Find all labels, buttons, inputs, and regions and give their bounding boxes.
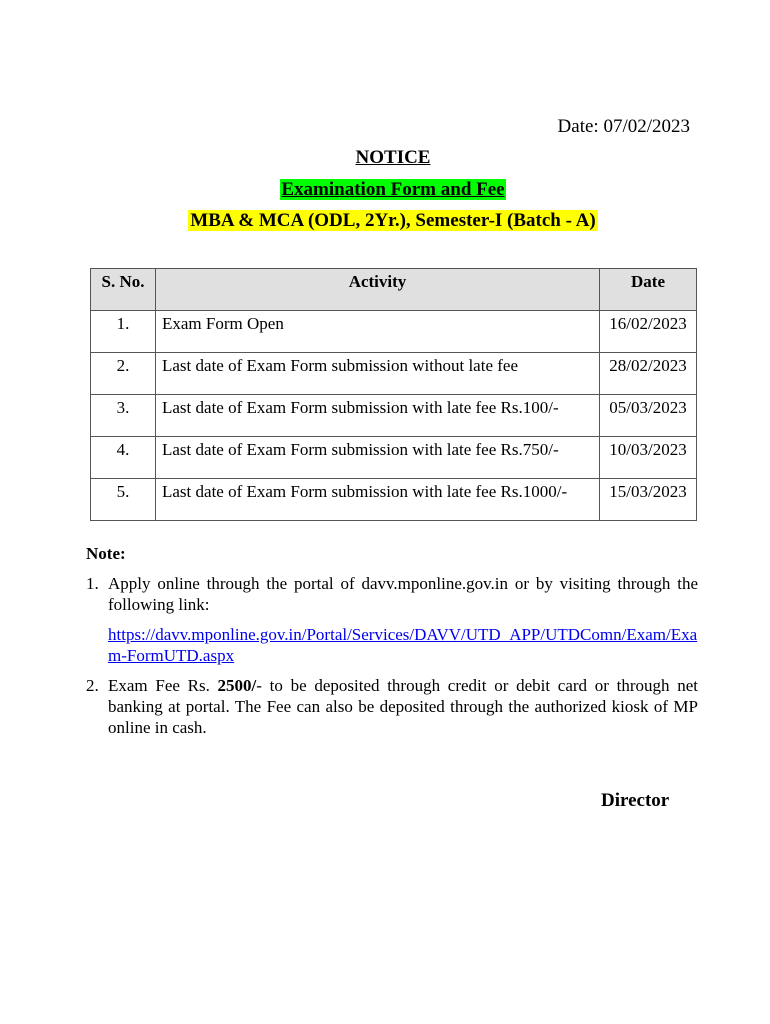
table-header-row [91,269,697,311]
note-number: 1. [86,574,99,593]
notice-subtitle: Examination Form and Fee [281,179,505,200]
note-item-apply-online [86,573,698,666]
signature-director: Director [601,790,670,811]
table-row [91,353,697,395]
table-row [91,311,697,353]
row-date: 05/03/2023 [600,395,697,437]
note-text-post: - to be deposited through credit or debit card or through net banking at portal. The Fee can also be deposited through the authorized kiosk of MP online in cash. [108,676,698,737]
row-activity: Exam Form Open [156,311,600,353]
header-sno: S. No. [91,269,156,311]
row-activity: Last date of Exam Form submission without late fee [156,353,600,395]
row-date: 10/03/2023 [600,437,697,479]
program-container [0,210,770,232]
row-activity: Last date of Exam Form submission with late fee Rs.100/- [156,395,600,437]
notice-date: Date: 07/02/2023 [557,116,690,137]
row-date: 28/02/2023 [600,353,697,395]
row-date: 15/03/2023 [600,479,697,521]
note-heading: Note: [86,544,126,563]
row-activity: Last date of Exam Form submission with late fee Rs.750/- [156,437,600,479]
row-sno: 4. [91,437,156,479]
header-activity: Activity [156,269,600,311]
note-item-exam-fee [86,675,698,738]
row-sno: 5. [91,479,156,521]
subtitle-container [0,179,770,201]
table-row [91,479,697,521]
row-sno: 3. [91,395,156,437]
program-title: MBA & MCA (ODL, 2Yr.), Semester-I (Batch - A) [190,210,596,231]
notes-list [86,573,698,738]
row-date: 16/02/2023 [600,311,697,353]
table-row [91,437,697,479]
note-number: 2. [86,676,99,695]
note-text: Apply online through the portal of davv.mponline.gov.in or by visiting through the following link: [108,574,698,614]
row-activity: Last date of Exam Form submission with late fee Rs.1000/- [156,479,600,521]
fee-amount: 2500/ [217,676,257,695]
exam-form-link[interactable]: https://davv.mponline.gov.in/Portal/Services/DAVV/UTD_APP/UTDComn/Exam/Exam-FormUTD.aspx [108,625,698,665]
row-sno: 1. [91,311,156,353]
row-sno: 2. [91,353,156,395]
notice-title: NOTICE [355,147,431,168]
header-date: Date [600,269,697,311]
schedule-table [90,268,697,521]
note-text-pre: Exam Fee Rs. [108,676,218,695]
table-row [91,395,697,437]
